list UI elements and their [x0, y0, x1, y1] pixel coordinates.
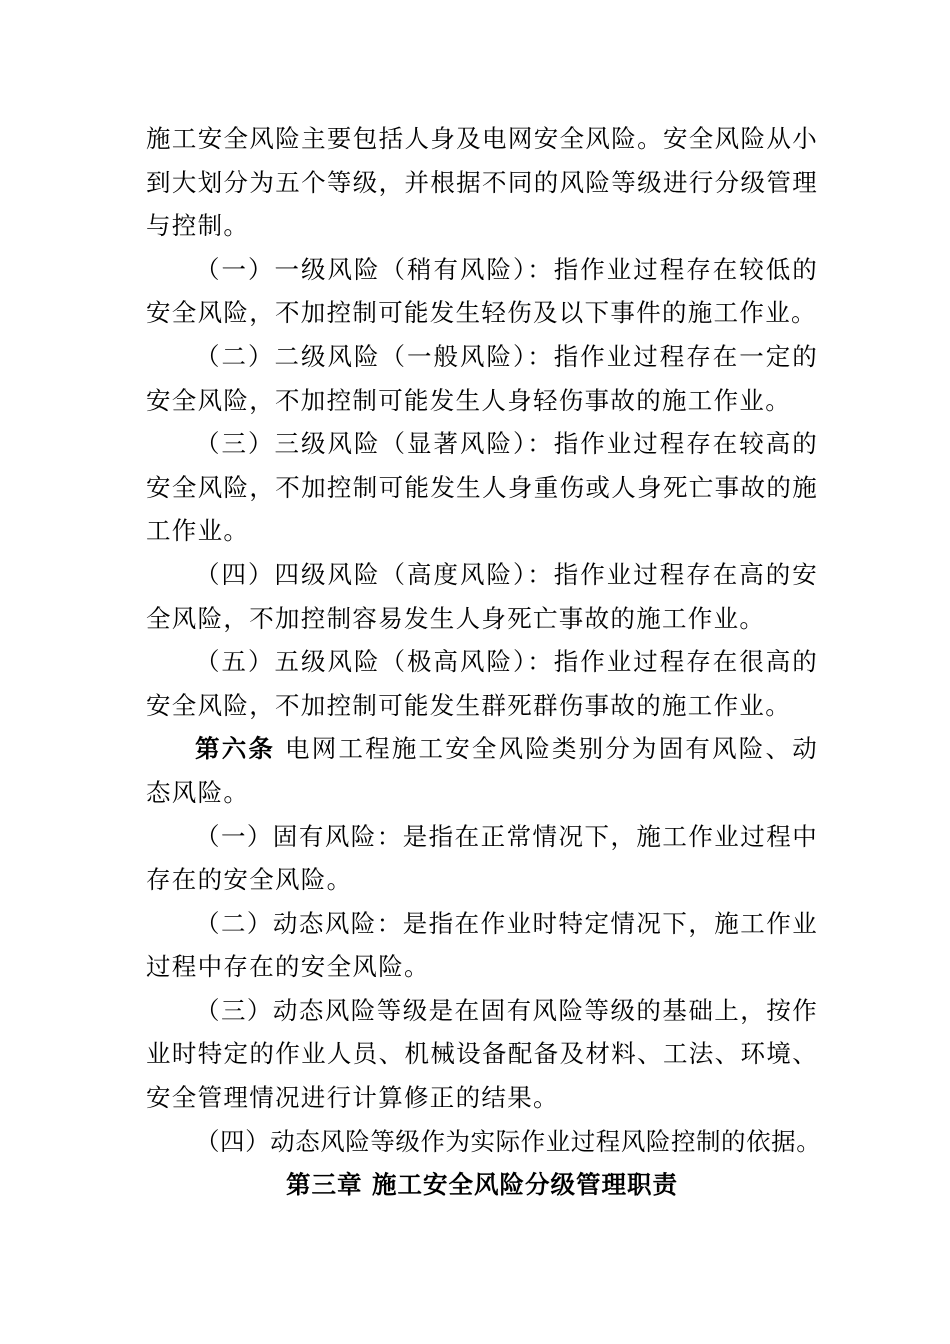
- article-6-label: 第六条: [195, 734, 276, 764]
- chapter-heading: 第三章 施工安全风险分级管理职责: [285, 1170, 679, 1200]
- paragraph-risk-level-3: （三）三级风险（显著风险）：指作业过程存在较高的安全风险，不加控制可能发生人身重伤或人身死亡事故的施工作业。: [146, 429, 818, 546]
- paragraph-risk-intro: 施工安全风险主要包括人身及电网安全风险。安全风险从小到大划分为五个等级，并根据不同的风险等级进行分级管理与控制。: [146, 124, 818, 241]
- document-page: [146, 117, 822, 1207]
- paragraph-risk-level-2: （二）二级风险（一般风险）：指作业过程存在一定的安全风险，不加控制可能发生人身轻伤事故的施工作业。: [146, 341, 818, 415]
- paragraph-risk-level-1: （一）一级风险（稍有风险）：指作业过程存在较低的安全风险，不加控制可能发生轻伤及以下事件的施工作业。: [146, 254, 818, 328]
- article-6-paragraph: [146, 727, 818, 814]
- paragraph-dynamic-risk-basis: （四）动态风险等级作为实际作业过程风险控制的依据。: [195, 1126, 822, 1156]
- paragraph-dynamic-risk-level: （三）动态风险等级是在固有风险等级的基础上，按作业时特定的作业人员、机械设备配备及材料、工法、环境、安全管理情况进行计算修正的结果。: [146, 995, 818, 1113]
- article-6-text: 电网工程施工安全风险类别分为固有风险、动态风险。: [146, 734, 818, 807]
- paragraph-risk-level-5: （五）五级风险（极高风险）：指作业过程存在很高的安全风险，不加控制可能发生群死群伤事故的施工作业。: [146, 647, 818, 720]
- paragraph-inherent-risk: （一）固有风险：是指在正常情况下，施工作业过程中存在的安全风险。: [146, 821, 818, 895]
- paragraph-risk-level-4: （四）四级风险（高度风险）：指作业过程存在高的安全风险，不加控制容易发生人身死亡事故的施工作业。: [146, 559, 818, 633]
- paragraph-dynamic-risk: （二）动态风险：是指在作业时特定情况下，施工作业过程中存在的安全风险。: [146, 908, 818, 982]
